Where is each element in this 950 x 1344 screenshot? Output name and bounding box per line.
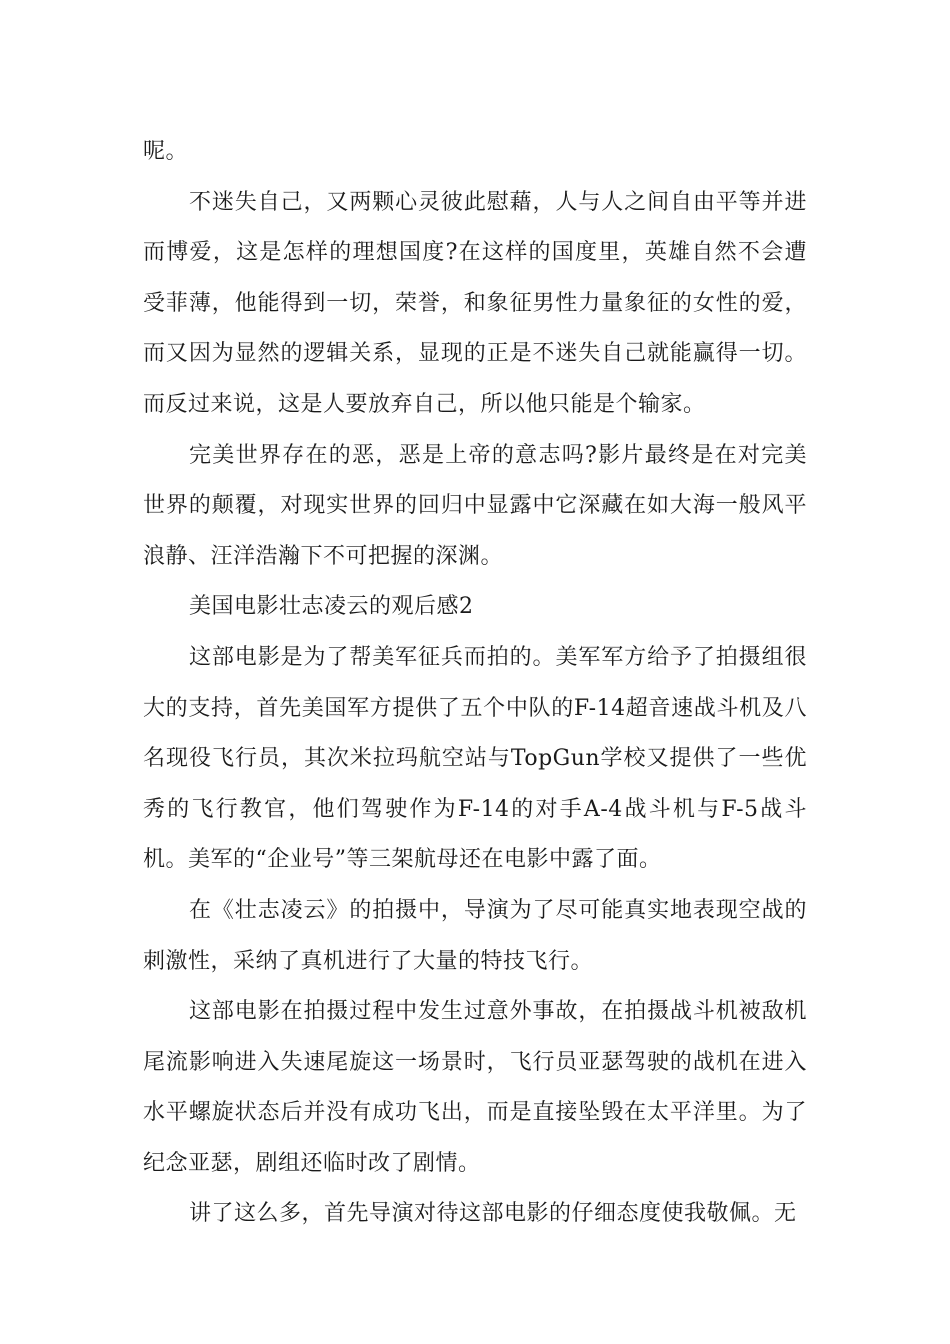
- body-text: [143, 127, 807, 1240]
- paragraph-ideal-country: 不迷失自己，又两颗心灵彼此慰藉，人与人之间自由平等并进而博爱，这是怎样的理想国度?在这样的国度里，英雄自然不会遭受菲薄，他能得到一切，荣誉，和象征男性力量象征的女性的爱，而又因为显然的逻辑关系，显现的正是不迷失自己就能赢得一切。而反过来说，这是人要放弃自己，所以他只能是个输家。: [143, 189, 807, 417]
- paragraph-director-attitude: 讲了这么多，首先导演对待这部电影的仔细态度使我敬佩。无: [189, 1201, 797, 1227]
- section-heading: 美国电影壮志凌云的观后感2: [189, 594, 474, 620]
- paragraph-accident: 这部电影在拍摄过程中发生过意外事故，在拍摄战斗机被敌机尾流影响进入失速尾旋这一场景时，飞行员亚瑟驾驶的战机在进入水平螺旋状态后并没有成功飞出，而是直接坠毁在太平洋里。为了纪念亚瑟，剧组还临时改了剧情。: [143, 999, 807, 1176]
- paragraph-continuation: 呢。: [143, 139, 189, 164]
- paragraph-real-aircraft: 在《壮志凌云》的拍摄中，导演为了尽可能真实地表现空战的刺激性，采纳了真机进行了大量的特技飞行。: [143, 897, 807, 974]
- paragraph-military-support: 这部电影是为了帮美军征兵而拍的。美军军方给予了拍摄组很大的支持，首先美国军方提供了五个中队的F-14超音速战斗机及八名现役飞行员，其次米拉玛航空站与TopGun学校又提供了一些优秀的飞行教官，他们驾驶作为F-14的对手A-4战斗机与F-5战斗机。美军的“企业号”等三架航母还在电影中露了面。: [143, 644, 807, 873]
- paragraph-perfect-world: 完美世界存在的恶，恶是上帝的意志吗?影片最终是在对完美世界的颠覆，对现实世界的回归中显露中它深藏在如大海一般风平浪静、汪洋浩瀚下不可把握的深渊。: [143, 442, 807, 569]
